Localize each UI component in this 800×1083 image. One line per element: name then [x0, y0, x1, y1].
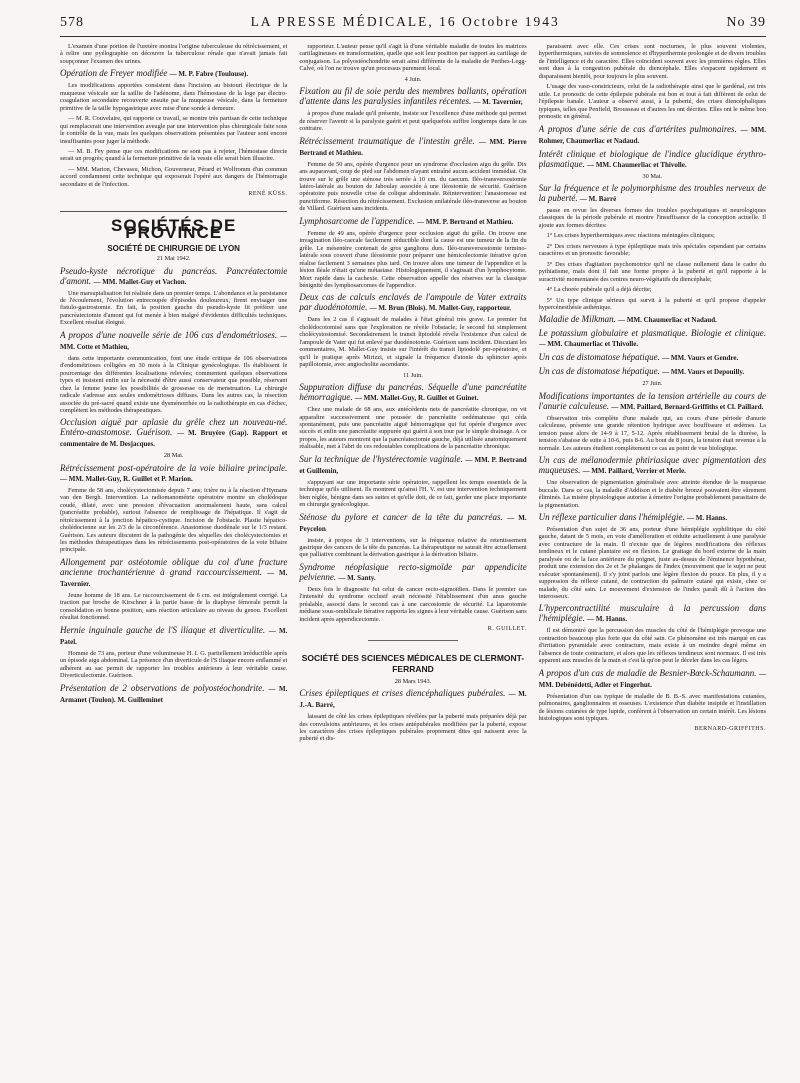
session-date: 21 Mai 1942. [156, 255, 191, 263]
article-title: Opération de Freyer modifiée — M. P. Fabre (Toulouse). [60, 68, 249, 79]
list-item: 4° La chorée pubérale qu'il a déjà décrite; [546, 286, 652, 294]
article-title: Hernie inguinale gauche de l'S iliaque et diverticulite. — M. Patel. [60, 624, 288, 646]
article-title: Allongement par ostéotomie oblique du col d'une fracture ancienne trochantérienne à grand raccourcissement. — M. Tavernier. [60, 556, 288, 588]
article-title: Sténose du pylore et cancer de la tête du pancréas. — M. Peycelon [299, 511, 527, 533]
article-title: Syndrome néoplasique recto-sigmoïde par appendicite pelvienne. — M. Santy. [299, 561, 527, 582]
issue-number: No 39 [726, 15, 766, 30]
article-title: A propos d'une nouvelle série de 106 cas d'endométrioses. — MM. Cotte et Mathieu, [60, 329, 288, 351]
article-title: Fixation au fil de soie perdu des membres ballants, opération d'attente dans les paralysies infantiles récentes. — M. Tavernier, [299, 86, 527, 107]
article-title: Un cas de distomatose hépatique. — MM. Vaurs et Gendre. [538, 352, 739, 363]
article-title: Le potassium globulaire et plasmatique. Biologie et clinique. — MM. Chaumerliac et Thivolle. [538, 328, 766, 349]
paragraph: Femme de 49 ans, opérée d'urgence pour occlusion aiguë du grêle. On trouve une invagination iléo-caecale facilement réductible dont la cause est une tumeur de la fin du grêle. Le mésentère contenait de gros ganglions durs. Iléo-transversostomie termino-latérale sous couvert d'une iléostomie pour préparer une hémicolectomie itérative qu'on réalise facilement 3 semaines plus tard. On trouve alors une tumeur de l'appendice et la lésion iléale n'était qu'une métastase. Histologiquement, il s'agissait d'un lymphocytome. Mort rapide dans la cachexie. Cette observation appelle des réserves sur la classique bénignité des lymphosarcomes de l'appendice. [299, 229, 527, 289]
paragraph: s'appuyant sur une importante série opératoire, rappellent les temps essentiels de la technique qu'ils utilisent. Ils montrent qu'ainsi l'H. V. est une intervention techniquement bien réglée, bénigne dans ses suites et qu'elle doit, de ce fait, garder une place importante en chirurgie gynécologique. [299, 478, 527, 509]
session-date: 28 Mars 1943. [394, 677, 432, 685]
article-title: Lymphosarcome de l'appendice. — MM. P. Bertrand et Mathieu. [299, 215, 514, 226]
paragraph: Une observation de pigmentation généralisée avec atteinte étendue de la muqueuse buccale. Dans ce cas, la maladie d'Addison et le diabète bronzé pouvaient être sûrement éliminés. La misère physiologique autorise à émettre l'origine probablement parasitaire de la pigmentation. [538, 479, 766, 509]
list-item: 5° Un type clinique sérieux qui survit à la puberté et qu'il propose d'appeler hypercénesthésie asthénique. [538, 296, 766, 311]
article-title: Sur la fréquence et le polymorphisme des troubles nerveux de la puberté. — M. Barré [538, 182, 766, 203]
paragraph: paraissent avec elle. Ces crises sont nocturnes, le plus souvent violentes, hyperthermiques, suivies de somnolence et d'hyperthermie prolongée et de divers troubles de l'intelligence et du caractère. Elles coïncident souvent avec les premières règles. Elles sont dues à la congestion pubérale du diencéphale. Elles s'espacent rapidement et disparaissent bientôt, pour toujours le plus souvent. [538, 43, 766, 80]
article-title: A propos d'un cas de maladie de Besnier-Bœck-Schaumann. — MM. Debénédetti, Adler et Fingerhut. [538, 667, 766, 689]
article-title: Rétrécissement traumatique de l'intestin grêle. — MM. Pierre Bertrand et Mathieu. [299, 135, 527, 157]
signature: BERNARD-GRIFFITHS. [694, 725, 766, 732]
article-title: Pseudo-kyste nécrotique du pancréas. Pancréatectomie d'amont. — MM. Mallet-Guy et Vachon. [60, 265, 288, 286]
article-title: Modifications importantes de la tension artérielle au cours de l'anurie calculeuse. — MM. Paillard, Bernard-Griffiths et Cl. Paillard. [538, 390, 766, 411]
list-item: 2° Des crises nerveuses à type épileptique mais très spéciales cependant par certains caractères et un pronostic favorable; [538, 242, 766, 258]
article-title: Présentation de 2 observations de polyostéochondrite. — M. Armanet (Toulon). M. Guilleminet [60, 682, 288, 704]
column-1 [60, 43, 287, 1083]
article-title: Un cas de mélanodermie phtiriasique avec pigmentation des muqueuses. — MM. Paillard, Verrier et Merle. [538, 455, 766, 476]
article-title: A propos d'une série de cas d'artérites pulmonaires. — MM. Rohmer, Chaumerliac et Nadaud. [538, 123, 766, 145]
paragraph: Dans les 2 cas il s'agissait de malades à l'état général très grave. Le premier fut cholédocotomisé sans que l'exploration ne révèle l'obstacle; le second fut simplement cholécystostomisé. Secondairement le transit lipiodolé révéla l'existence d'un calcul de l'ampoule de Vater qui fut enlevé par duodénotomie. Guérison sans incident. Discutant les commentaires, M. Mallet-Guy insiste sur l'intérêt du transit lipiodolé per-opératoire, et qu'il le pratique après Mirizzi, et signale la fréquence d'atonie du sphincter après papillotomie, avec angiocholite ascendante. [299, 316, 527, 369]
paragraph: laissant de côté les crises épileptiques révélées par la puberté mais préparées déjà par des convulsions antérieures, et les crises antépubérales modifiées par la puberté, expose les caractères des crises épileptiques pubérales proprement dites qui naissent avec la puberté et dis- [299, 713, 527, 743]
paragraph: Présentation d'un sujet de 36 ans, porteur d'une hémiplégie syphilitique du côté gauche, datant de 5 mois, en voie d'amélioration et réduite actuellement à une paralysie avec contracture de la main. Il n'existe que de légères modifications des réflexes tendineux et le cutané plantaire est en flexion. Le grattage du bord externe de la main paralysée ou de la face antérieure du poignet, juste au-dessus de l'éminence hypothénar, produit une extension des 2e et 3e phalanges de l'index (mouvement que le sujet ne peut exécuter spontanément). Il s'y joint parfois une légère flexion du pouce. En plus, il y a suppression du réflexe cutané, de contraction du palmaire cutané qui existe, chez ce malade, du côté sain. Le mouvement d'extension de l'index paraît dû à l'action des interosseux. [538, 525, 766, 601]
page-number: 578 [60, 15, 84, 30]
session-date: 11 Juin. [403, 371, 423, 379]
paragraph: Une marsupialisation fut réalisée dans un premier temps. L'abondance et la persistance de l'écoulement, l'évolution entrecoupée d'épisodes douloureux, firent envisager une fistulo-gastrostomie. En fait, la position gauche du pseudo-kyste fit préférer une pancréatectomie d'amont qui fut menée à bien malgré d'évidentes difficultés techniques. Excellent résultat éloigné. [60, 289, 288, 327]
paragraph: — M. B. Fey pense que ces modifications ne sont pas à rejeter, l'hémostase directe serait un progrès; quand à la fermeture primitive de la vessie elle serait bien illusoire. [60, 147, 288, 163]
paragraph: L'usage des vaso-constricteurs, celui de la radiothérapie ainsi que le gardénal, est très utile. Le pronostic de cette épilepsie pubérale est bon et tout à fait différent de celui de l'épilepsie banale. L'auteur a observé aussi, à la puberté, des crises diencéphaliques typiques, telles que Penfield, Brousseau et d'autres les ont décrites. Elles ont le même bon pronostic en général. [538, 83, 766, 121]
article-title: Un cas de distomatose hépatique. — MM. Vaurs et Depouilly. [538, 366, 745, 377]
paragraph: Deux fois le diagnostic fut celui de cancer recto-sigmoïdien. Dans le premier cas l'intensité du syndrome occlusif avait nécessité l'établissement d'un anus gauche préalable, associé dans le second cas à une caecostomie de sécurité. La laparotomie médiane sous-ombilicale itérative rapporta les signes à leur véritable cause. Guérison sans incident après appendicectomie. [299, 585, 527, 623]
society-heading: SOCIÉTÉ DES SCIENCES MÉDICALES DE CLERMONT-FERRAND [301, 652, 525, 674]
session-date: 28 Mai. [163, 452, 184, 460]
article-title: Maladie de Milkman. — MM. Chaumerliac et Nadaud. [538, 314, 717, 325]
article-title: Suppuration diffuse du pancréas. Séquelle d'une pancréatite hémorragique. — MM. Mallet-Guy, R. Guillet et Guinet. [299, 382, 527, 403]
page-header [60, 14, 766, 37]
section-heading: SOCIÉTÉS DE PROVINCE [60, 211, 287, 237]
column-2 [299, 43, 526, 1083]
paragraph: rapporteur. L'auteur pense qu'il s'agit là d'une véritable maladie de toutes les matrices cartilagineuses en transformation, quelle que soit leur position par rapport au cartilage de conjugaison. La polyostéochondrite serait ainsi différente de la maladie de Perthes-Legg-Calvé, où l'on ne trouve qu'un processus purement local. [299, 43, 527, 73]
paragraph: à propos d'une malade qu'il présente, insiste sur l'excellence d'une méthode qui permet de réserver l'avenir si la paralysie guérit et peut quelquefois suffire longtemps dans le cas contraire. [299, 110, 527, 133]
paragraph: insiste, à propos de 3 interventions, sur la fréquence relative du retentissement gastrique des cancers de la tête du pancréas. La thérapeutique ne saurait être actuellement que palliative combinant la dérivation gastrique à la dérivation biliaire. [299, 536, 527, 559]
paragraph: passe en revue les diverses formes des troubles psychopatiques et neurologiques classiques de la période pubérale et montre l'insuffisance de la conception actuelle. Il ajoute aux formes décrites: [538, 206, 766, 229]
paragraph: Observation très complète d'une malade qui, au cours d'une période d'anurie calculeuse, présente une grande rétention hydrique avec bouffissure et œdèmes. La tension passe alors de 14-9 à 17, 5-12. Après rétablissement brutal de la diurèse, la tension s'abaisse de suite à 10-6, puis 8-6. Au bout de 8 jours, la tension était revenue à la normale. Les auteurs étudient complètement ce cas au point de vue biologique. [538, 414, 766, 452]
article-title: Occlusion aiguë par aplasie du grêle chez un nouveau-né. Entéro-anastomose. Guérison. — M. Bruyère (Gap). Rapport et commentaire de M. Desjacques. [60, 417, 288, 449]
paragraph: L'examen d'une portion de l'uretère montra l'origine tuberculeuse du rétrécissement, et à relire une pyélographie on découvre la tuberculose rénale que n'avait jamais fait soupçonner l'examen des urines. [60, 43, 288, 65]
session-date: 30 Mai. [642, 172, 663, 180]
article-title: L'hypercontractilité musculaire à la percussion dans l'hémiplégie. — M. Hanns. [538, 603, 766, 624]
article-title: Sur la technique de l'hystérectomie vaginale. — MM. P. Bertrand et Guillemin, [299, 453, 527, 475]
list-item: 1° Les crises hyperthermiques avec réactions méningées cliniques; [546, 232, 715, 240]
paragraph: — M. R. Couvelaire, qui rapporte ce travail, se montre très partisan de cette technique qui remplacerait une intervention aveugle par une intervention plus chirurgicale faite sous le contrôle de la vue, mais les quelques observations présentées par l'auteur sont encore insuffisantes pour juger la méthode. [60, 115, 288, 145]
column-3 [539, 43, 766, 1083]
paragraph: Il est démontré que la percussion des muscles du côté de l'hémiplégie provoque une contraction beaucoup plus forte que du côté sain. Ce phénomène est très marqué en cas d'irritation pyramidale avec contracture, mais existe à un moindre degré même en l'absence de toute contracture, et alors que les réflexes tendineux sont normaux. Il est très apparent aux muscles de la main et c'est là qu'on peut le déceler dans les cas légers. [538, 627, 766, 665]
paragraph: dans cette importante communication, font une étude critique de 106 observations d'endométrioses colligées en 30 mois à la Clinique gynécologique. Ils établissent le pourcentage des différentes localisations relevées; commentent quelques observations types et insistent enfin sur la nécessité d'être aussi conservateur que possible, réservant chez la femme jeune les possibilités de grossesse ou de menstruation. La chirurgie radicale s'adresse aux seules endométrioses diffuses. Dans les autres cas, la résection associée du pré-sacré quand existe une dysménorrhée ou la radiothérapie en cas d'échec, complètent les méthodes thérapeutiques. [60, 354, 288, 414]
paragraph: Présentation d'un cas typique de maladie de B. B.-S. avec manifestations cutanées, pulmonaires, ganglionnaires et osseuses. L'existence d'un diabète insipide et l'instillation de lésions cutanées de type lupide, confèrent à l'observation un certain intérêt. Les lésions histologiques sont typiques. [538, 692, 766, 723]
paragraph: Les modifications apportées consistent dans l'incision au bistouri électrique de la muqueuse vésicale sur la saillie de l'adénome, dans l'hémostase de la loge par électro-coagulation secondaire recouverte ensuite par la muqueuse vésicale, dans la fermeture primitive de la taille hypogastrique avec mise d'une sonde à demeure. [60, 82, 288, 112]
paragraph: Jeune homme de 18 ans. Le raccourcissement de 6 cm. est intégralement corrigé. La traction par broche de Kirschner à la partie basse de la diaphyse fémorale permit la consolidation en bonne position, sans réaction articulaire au niveau du genou. Excellent résultat fonctionnel. [60, 591, 288, 622]
journal-title: LA PRESSE MÉDICALE, 16 Octobre 1943 [250, 14, 560, 29]
session-date: 4 Juin. [404, 75, 422, 83]
article-title: Intérêt clinique et biologique de l'indice glucidique érythro-plasmatique. — MM. Chaumerliac et Thivolle. [538, 148, 766, 169]
article-title: Un réflexe particulier dans l'hémiplégie. — M. Hanns. [538, 511, 728, 522]
paragraph: Femme de 58 ans, cholécystectomisée depuis 7 ans; ictère nu à la réaction d'Hymans van den Bergh. Intervention. La radiomanométrie opératoire montre un cholédoque coudé, dilaté, avec une pression d'évacuation anormalement haute, sans calcul (pancréatite probable), surtout l'absence de remplissage de l'hépatique. Il s'agit de rétrécissement à la jonction hépatico-cystique. Incision de l'obstacle. Plastie hépatico-cholédocienne sur les 2/3 de la circonférence. Anastomose duodénale sur le 1/3 restant. Guérison. Les auteurs discutent de la pathogénie des séquelles des cholécystectomies et les méthodes thérapeutiques dans les rétrécissements post-opératoires de la voie biliaire principale. [60, 486, 288, 554]
divider [368, 640, 459, 641]
signature: R. GUILLET. [487, 626, 527, 633]
signature: RENÉ KÜSS. [248, 191, 288, 198]
paragraph: Chez une malade de 68 ans, aux antécédents nets de pancréatite chronique, on vit apparaître successivement une poussée de pancréatite oedémateuse qui céda spontanément, puis une pancréatite aiguë hémorragique qui fut opérée d'urgence avec succès et enfin une pancréatite suppurée qui guérit à son tour par le simple drainage. A ce propos, les auteurs montrent que la pancréatectomie gauche, déjà utilisée anatomiquement réalisable, met à l'abri de ces redoutables complications de la pancréatite chronique. [299, 406, 527, 451]
article-title: Crises épileptiques et crises diencéphaliques pubérales. — M. J.-A. Barré, [299, 688, 527, 710]
session-date: 27 Juin. [642, 380, 663, 388]
article-title: Rétrécissement post-opératoire de la voie biliaire principale. — MM. Mallet-Guy, R. Guillet et P. Marion. [60, 462, 288, 483]
paragraph: Homme de 73 ans, porteur d'une volumineuse H. I. G. partiellement irréductible après un épisode aigu abdominal. La présence d'un diverticule de l'S iliaque encore enflammé et adhérent au sac permit de rapporter les troubles antérieurs à leur véritable cause. Diverticulectomie. Guérison. [60, 649, 288, 680]
paragraph: — MM. Marion, Chevassu, Michon, Gouverneur, Pérard et Wolfromm d'un commun accord condamnent cette technique qui exposerait l'opéré aux dangers de l'hémorragie secondaire et de l'infection. [60, 165, 288, 188]
list-item: 3° Des crises d'agitation psychomotrice qu'il ne classe nullement dans le cadre du pythiatisme, mais dont il fait une forme propre à la puberté et qu'il rapporte à la suractivité momentanée des centres neuro-végétatifs du diencéphale; [538, 260, 766, 283]
society-heading: SOCIÉTÉ DE CHIRURGIE DE LYON [107, 243, 240, 253]
article-title: Deux cas de calculs enclavés de l'ampoule de Vater extraits par duodénotomie. — M. Brun (Blois). M. Mallet-Guy, rapporteur. [299, 292, 527, 313]
columns [60, 43, 766, 1083]
paragraph: Femme de 50 ans, opérée d'urgence pour un syndrome d'occlusion aigu du grêle. Dix ans auparavant, coup de pied sur l'abdomen n'ayant entraîné aucun accident immédiat. On trouve sur le grêle une sténose très serrée à 10 cm. du caecum. Iléo-transversostomie latéro-latérale au bouton de Jaboulay associée à une iléostomie de sécurité. Guérison opératoire puis nouvelle crise de colique abdominale. Réintervention: l'anastomose est punctiforme. Résection du rétrécissement. Exclusion unilatérale iléo-transverse au bouton de Villard. Guérison sans incidents. [299, 160, 527, 213]
